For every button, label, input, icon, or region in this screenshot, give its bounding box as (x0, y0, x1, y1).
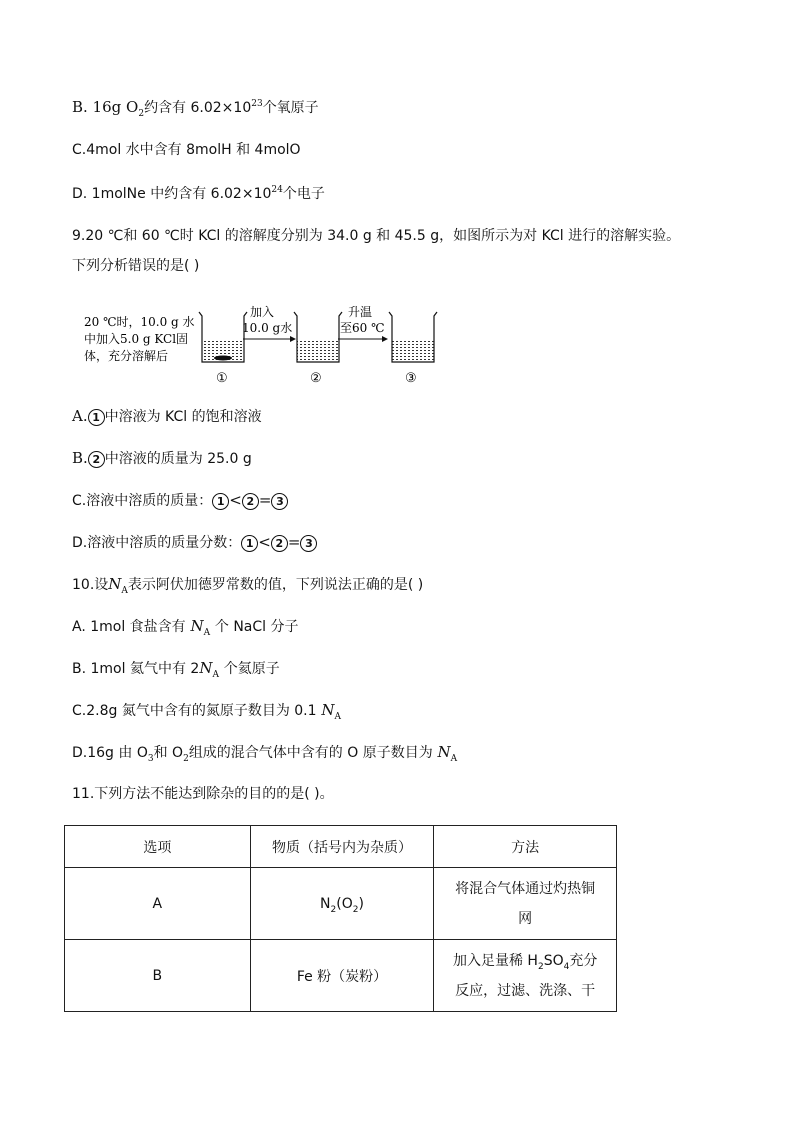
figure-desc-line3: 体，充分溶解后 (84, 349, 169, 363)
label-2: ② (310, 371, 322, 386)
table-row: A $N_2(O_2)$ 将混合气体通过灼热铜 网 (65, 868, 617, 940)
arrow-add-water (242, 304, 296, 342)
header-option: 选项 (65, 826, 251, 868)
label-1: ① (216, 371, 228, 386)
header-substance: 物质（括号内为杂质） (250, 826, 434, 868)
q9-option-b: B. 2 中溶液的质量为 25.0 g (72, 449, 252, 467)
circled-2: 2 (88, 451, 105, 468)
q9-option-a: A. 1 中溶液为 KCl 的饱和溶液 (72, 407, 262, 425)
q10-option-d: D.16g 由 $O_3$和 $O_2$组成的混合气体中含有的 O 原子数目为 $N_A$ (72, 743, 458, 764)
svg-text:升温: 升温 (348, 305, 373, 319)
q8-option-d: D. 1molNe 中约含有 $6.02\times 10^{24}$个电子 (72, 185, 325, 202)
q11-table (64, 825, 617, 1012)
q10-stem: 10.设$N_A$表示阿伏加德罗常数的值，下列说法正确的是( ) (72, 575, 424, 596)
svg-text:加入: 加入 (250, 305, 275, 319)
q10-option-c: C.2.8g 氮气中含有的氮原子数目为 0.1 $N_A$ (72, 701, 341, 722)
q9-experiment-figure (80, 298, 440, 388)
svg-text:10.0 g水: 10.0 g水 (242, 321, 293, 335)
q8-option-c: C.4mol 水中含有 8molH 和 4molO (72, 142, 301, 158)
q9-option-d: D.溶液中溶质的质量分数： 1 < 2 = 3 (72, 532, 317, 553)
q10-option-a: A. 1mol 食盐含有 $N_A$ 个 NaCl 分子 (72, 617, 299, 638)
header-method: 方法 (434, 826, 617, 868)
q11-stem: 11.下列方法不能达到除杂的目的的是( )。 (72, 786, 334, 802)
table-row: B Fe 粉（炭粉） 加入足量稀 $H_2SO_4$充分 反应，过滤、洗涤、干 (65, 940, 617, 1012)
q9-stem-line1: 9.20 ℃和 60 ℃时 KCl 的溶解度分别为 34.0 g 和 45.5 g，如图所示为对 KCl 进行的溶解实验。 (72, 228, 681, 244)
label-3: ③ (405, 371, 417, 386)
circled-1: 1 (88, 409, 105, 426)
q8-option-b: B. 16g $O_2$约含有 $6.02\times 10^{23}$个氧原子 (72, 98, 319, 119)
beaker-3 (389, 312, 437, 362)
beaker-2 (294, 312, 342, 362)
figure-desc-line1: 20 ℃时，10.0 g 水 (84, 315, 195, 329)
q9-stem-line2: 下列分析错误的是( ) (72, 258, 200, 274)
q10-option-b: B. 1mol 氦气中有 $2N_A$ 个氦原子 (72, 659, 280, 680)
q9-option-c: C.溶液中溶质的质量： 1 < 2 = 3 (72, 490, 288, 511)
svg-text:至60 ℃: 至60 ℃ (340, 321, 385, 335)
beaker-1 (199, 312, 247, 362)
arrow-heat (338, 304, 388, 342)
figure-desc-line2: 中加入5.0 g KCl固 (84, 332, 189, 346)
table-header-row (65, 826, 617, 868)
